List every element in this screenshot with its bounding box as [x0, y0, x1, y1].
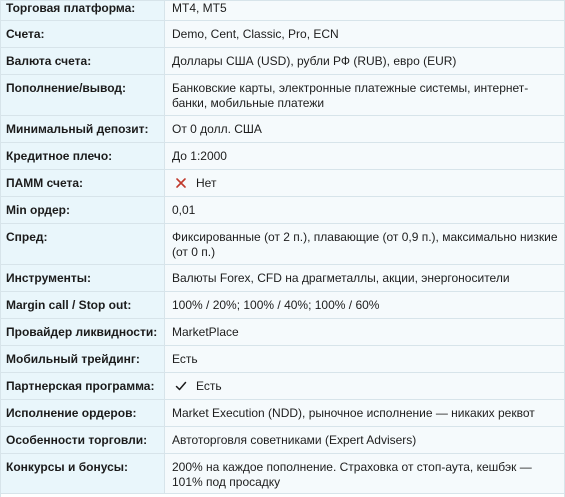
row-value-text: Валюты Forex, CFD на драгметаллы, акции, энергоносители: [172, 271, 510, 285]
row-value: [165, 224, 564, 264]
table-row-leverage: [1, 143, 564, 170]
row-value: [165, 373, 564, 399]
row-label: Счета:: [1, 21, 165, 47]
row-value: [165, 454, 564, 493]
row-value-text: 200% на каждое пополнение. Страховка от стоп-аута, кешбэк — 101% под просадку: [172, 460, 532, 489]
table-row-trading-features: [1, 427, 564, 454]
row-value: [165, 143, 564, 169]
table-row-margin-call: [1, 292, 564, 319]
row-value-text: От 0 долл. США: [172, 122, 262, 136]
row-value: [165, 319, 564, 345]
row-label: Особенности торговли:: [1, 427, 165, 453]
row-value-text: 100% / 20%; 100% / 40%; 100% / 60%: [172, 298, 380, 312]
row-label: Кредитное плечо:: [1, 143, 165, 169]
row-value-text: Доллары США (USD), рубли РФ (RUB), евро (EUR): [172, 54, 457, 68]
row-value: [165, 346, 564, 372]
row-value-text: Банковские карты, электронные платежные системы, интернет-банки, мобильные платежи: [172, 81, 529, 110]
table-row-affiliate-program: [1, 373, 564, 400]
row-label: Margin call / Stop out:: [1, 292, 165, 318]
row-label: Партнерская программа:: [1, 373, 165, 399]
row-value: [165, 265, 564, 291]
table-row-platform: [1, 1, 564, 21]
row-value: [165, 292, 564, 318]
row-value-text: Фиксированные (от 2 п.), плавающие (от 0,9 п.), максимально низкие (от 0 п.): [172, 230, 558, 259]
row-label: Мобильный трейдинг:: [1, 346, 165, 372]
row-value-text: Demo, Cent, Classic, Pro, ECN: [172, 27, 339, 41]
row-value: [165, 116, 564, 142]
table-row-liquidity-provider: [1, 319, 564, 346]
row-label: Исполнение ордеров:: [1, 400, 165, 426]
row-value: [165, 427, 564, 453]
table-row-deposit-withdrawal: [1, 75, 564, 116]
row-label: Минимальный депозит:: [1, 116, 165, 142]
row-value-text: MT4, MT5: [172, 1, 227, 15]
row-value: [165, 400, 564, 426]
row-label: Конкурсы и бонусы:: [1, 454, 165, 493]
row-value-text: Есть: [196, 379, 222, 393]
check-icon: [175, 380, 187, 392]
table-row-accounts: [1, 21, 564, 48]
table-row-mobile-trading: [1, 346, 564, 373]
table-row-min-order: [1, 197, 564, 224]
row-value: [165, 1, 564, 20]
row-value: [165, 21, 564, 47]
row-value: [165, 48, 564, 74]
row-label: Инструменты:: [1, 265, 165, 291]
cross-icon: [175, 177, 187, 189]
row-label: Пополнение/вывод:: [1, 75, 165, 115]
row-value: [165, 75, 564, 115]
row-label: Валюта счета:: [1, 48, 165, 74]
row-value-text: MarketPlace: [172, 325, 239, 339]
row-value-text: Автоторговля советниками (Expert Advisers): [172, 433, 417, 447]
row-value-text: Есть: [172, 352, 198, 366]
table-row-spread: [1, 224, 564, 265]
row-value-text: Нет: [196, 176, 217, 190]
row-value-text: До 1:2000: [172, 149, 227, 163]
table-row-account-currency: [1, 48, 564, 75]
row-value-text: Market Execution (NDD), рыночное исполнение — никаких реквот: [172, 406, 535, 420]
table-row-pamm: [1, 170, 564, 197]
row-label: Спред:: [1, 224, 165, 264]
row-value-text: 0,01: [172, 203, 196, 217]
table-row-order-execution: [1, 400, 564, 427]
row-label: ПАММ счета:: [1, 170, 165, 196]
table-row-instruments: [1, 265, 564, 292]
row-label: Провайдер ликвидности:: [1, 319, 165, 345]
table-row-contests-bonuses: [1, 454, 564, 494]
row-label: Min ордер:: [1, 197, 165, 223]
row-value: [165, 197, 564, 223]
row-label: Торговая платформа:: [1, 1, 165, 20]
row-value: [165, 170, 564, 196]
table-row-min-deposit: [1, 116, 564, 143]
